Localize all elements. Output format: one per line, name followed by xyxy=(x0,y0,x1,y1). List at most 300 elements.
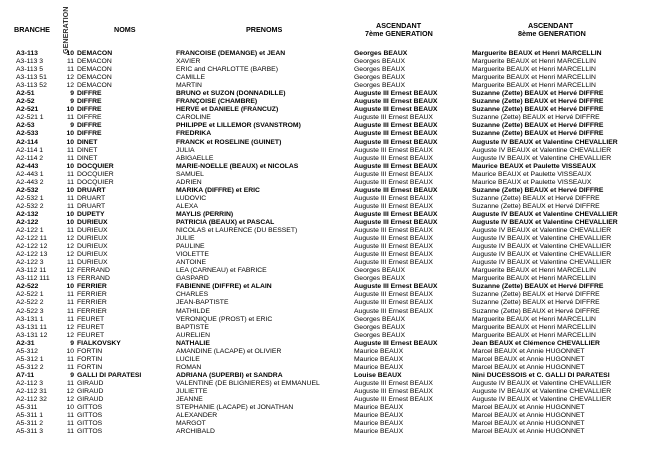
ascendant-7-cell: Auguste III Ernest BEAUX xyxy=(354,178,433,186)
table-row xyxy=(0,50,666,58)
nom-cell: FEURET xyxy=(77,315,105,323)
ascendant-8-cell: Marcel BEAUX et Annie HUGONNET xyxy=(472,428,585,436)
ascendant-7-cell: Auguste III Ernest BEAUX xyxy=(354,339,438,347)
branche-cell: A5-311 xyxy=(16,404,38,412)
table-row xyxy=(0,420,666,428)
prenom-cell: PHILIPPE et LILLEMOR (SVANSTROM) xyxy=(176,122,301,130)
ascendant-7-cell: Auguste III Ernest BEAUX xyxy=(354,162,438,170)
ascendant-7-cell: Auguste III Ernest BEAUX xyxy=(354,186,438,194)
nom-cell: FERRIER xyxy=(77,299,107,307)
ascendant-7-cell: Auguste III Ernest BEAUX xyxy=(354,170,433,178)
header-ascendant-7-line2: 7ème GENERATION xyxy=(365,29,433,38)
prenom-cell: ERIC and CHARLOTTE (BARBE) xyxy=(176,66,278,74)
ascendant-8-cell: Marguerite BEAUX et Henri MARCELLIN xyxy=(472,267,596,275)
ascendant-8-cell: Auguste IV BEAUX et Valentine CHEVALLIER xyxy=(472,259,612,267)
ascendant-7-cell: Auguste III Ernest BEAUX xyxy=(354,299,433,307)
table-row xyxy=(0,404,666,412)
nom-cell: GALLI DI PARATESI xyxy=(77,371,142,379)
branche-cell: A3-113 52 xyxy=(16,82,47,90)
table-row xyxy=(0,58,666,66)
table-row xyxy=(0,372,666,380)
nom-cell: FIALKOVSKY xyxy=(77,339,121,347)
generation-cell: 10 xyxy=(66,138,74,146)
branche-cell: A2-114 1 xyxy=(16,146,44,154)
nom-cell: DURIEUX xyxy=(77,251,108,259)
branche-cell: A2-522 3 xyxy=(16,307,44,315)
generation-cell: 9 xyxy=(70,371,74,379)
branche-cell: A3-113 51 xyxy=(16,74,47,82)
nom-cell: DEMACON xyxy=(77,58,112,66)
prenom-cell: STEPHANIE (LACAPE) et JONATHAN xyxy=(176,404,294,412)
prenom-cell: MARIE-NOELLE (BEAUX) et NICOLAS xyxy=(176,162,299,170)
prenom-cell: BAPTISTE xyxy=(176,323,209,331)
table-row xyxy=(0,283,666,291)
ascendant-8-cell: Maurice BEAUX et Paulette VISSEAUX xyxy=(472,162,596,170)
ascendant-7-cell: Auguste III Ernest BEAUX xyxy=(354,291,433,299)
generation-cell: 9 xyxy=(70,90,74,98)
branche-cell: A2-53 xyxy=(16,122,35,130)
branche-cell: A2-122 11 xyxy=(16,235,47,243)
generation-cell: 10 xyxy=(66,210,74,218)
ascendant-8-cell: Marguerite BEAUX et Henri MARCELLIN xyxy=(472,315,596,323)
table-row xyxy=(0,211,666,219)
nom-cell: DIFFRE xyxy=(77,90,102,98)
prenom-cell: PATRICIA (BEAUX) et PASCAL xyxy=(176,218,275,226)
table-row xyxy=(0,98,666,106)
ascendant-8-cell: Auguste IV BEAUX et Valentine CHEVALLIER xyxy=(472,227,612,235)
prenom-cell: AMANDINE (LACAPE) et OLIVIER xyxy=(176,347,282,355)
table-row xyxy=(0,412,666,420)
ascendant-8-cell: Auguste IV BEAUX et Valentine CHEVALLIER xyxy=(472,243,612,251)
table-row xyxy=(0,316,666,324)
table-row xyxy=(0,364,666,372)
ascendant-7-cell: Auguste III Ernest BEAUX xyxy=(354,154,433,162)
generation-cell: 10 xyxy=(66,130,74,138)
generation-cell: 12 xyxy=(66,323,74,331)
prenom-cell: FRANCK et ROSELINE (GUINET) xyxy=(176,138,282,146)
table-row xyxy=(0,74,666,82)
table-row xyxy=(0,291,666,299)
branche-cell: A2-532 1 xyxy=(16,194,44,202)
nom-cell: DIFFRE xyxy=(77,130,102,138)
generation-cell: 11 xyxy=(66,428,74,436)
table-row xyxy=(0,340,666,348)
ascendant-7-cell: Maurice BEAUX xyxy=(354,363,404,371)
ascendant-7-cell: Georges BEAUX xyxy=(354,50,408,57)
branche-cell: A2-522 2 xyxy=(16,299,44,307)
nom-cell: FEURET xyxy=(77,331,105,339)
branche-cell: A2-112 3 xyxy=(16,379,44,387)
header-ascendant-8-line1: ASCENDANT xyxy=(528,21,574,30)
prenom-cell: GASPARD xyxy=(176,275,209,283)
ascendant-7-cell: Maurice BEAUX xyxy=(354,420,404,428)
table-row xyxy=(0,179,666,187)
table-row xyxy=(0,106,666,114)
nom-cell: DURIEUX xyxy=(77,259,108,267)
ascendant-7-cell: Auguste III Ernest BEAUX xyxy=(354,130,438,138)
prenom-cell: CAMILLE xyxy=(176,74,206,82)
generation-cell: 12 xyxy=(66,251,74,259)
generation-cell: 11 xyxy=(66,307,74,315)
ascendant-7-cell: Louise BEAUX xyxy=(354,371,402,379)
branche-cell: A2-122 12 xyxy=(16,243,48,251)
nom-cell: DEMACON xyxy=(77,74,112,82)
ascendant-8-cell: Auguste IV BEAUX et Valentine CHEVALLIER xyxy=(472,379,612,387)
ascendant-8-cell: Suzanne (Zette) BEAUX et Hervé DIFFRE xyxy=(472,283,604,291)
ascendant-7-cell: Auguste III Ernest BEAUX xyxy=(354,114,433,122)
nom-cell: GITTOS xyxy=(77,412,103,420)
nom-cell: DOCQUIER xyxy=(77,162,114,170)
ascendant-8-cell: Auguste IV BEAUX et Valentine CHEVALLIER xyxy=(472,146,612,154)
ascendant-7-cell: Auguste III Ernest BEAUX xyxy=(354,106,438,114)
nom-cell: DIFFRE xyxy=(77,122,102,130)
branche-cell: A3-112 111 xyxy=(16,275,50,283)
ascendant-8-cell: Marcel BEAUX et Annie HUGONNET xyxy=(472,420,585,428)
nom-cell: GITTOS xyxy=(77,428,103,436)
ascendant-7-cell: Maurice BEAUX xyxy=(354,428,404,436)
table-row xyxy=(0,195,666,203)
branche-cell: A3-131 11 xyxy=(16,323,47,331)
header-generation: GENERATION xyxy=(61,6,70,54)
ascendant-7-cell: Auguste III Ernest BEAUX xyxy=(354,243,433,251)
prenom-cell: CHARLES xyxy=(176,291,209,299)
nom-cell: DEMACON xyxy=(77,50,113,57)
table-row xyxy=(0,308,666,316)
nom-cell: DIFFRE xyxy=(77,98,102,106)
table-row xyxy=(0,356,666,364)
table-row xyxy=(0,187,666,195)
ascendant-8-cell: Suzanne (Zette) BEAUX et Hervé DIFFRE xyxy=(472,194,600,202)
ascendant-8-cell: Auguste IV BEAUX et Valentine CHEVALLIER xyxy=(472,387,612,395)
prenom-cell: FABIENNE (DIFFRE) et ALAIN xyxy=(176,283,272,291)
ascendant-7-cell: Georges BEAUX xyxy=(354,323,405,331)
nom-cell: DRUART xyxy=(77,186,106,194)
generation-cell: 13 xyxy=(66,275,74,283)
prenom-cell: JULIE xyxy=(176,235,195,243)
ascendant-8-cell: Marguerite BEAUX et Henri MARCELLIN xyxy=(472,275,596,283)
nom-cell: DINET xyxy=(77,146,98,154)
generation-cell: 11 xyxy=(66,379,74,387)
generation-cell: 9 xyxy=(70,98,74,106)
nom-cell: GIRAUD xyxy=(77,396,104,404)
ascendant-7-cell: Auguste III Ernest BEAUX xyxy=(354,251,433,259)
ascendant-7-cell: Auguste III Ernest BEAUX xyxy=(354,283,438,291)
prenom-cell: ROMAN xyxy=(176,363,202,371)
table-row xyxy=(0,299,666,307)
ascendant-8-cell: Suzanne (Zette) BEAUX et Hervé DIFFRE xyxy=(472,186,604,194)
prenom-cell: CAROLINE xyxy=(176,114,211,122)
prenom-cell: NICOLAS et LAURENCE (DU BESSET) xyxy=(176,227,298,235)
prenom-cell: NATHALIE xyxy=(176,339,210,347)
ascendant-8-cell: Jean BEAUX et Clémence CHEVALLIER xyxy=(472,339,600,347)
table-row xyxy=(0,66,666,74)
prenom-cell: VERONIQUE (PROST) et ERIC xyxy=(176,315,273,323)
generation-cell: 10 xyxy=(66,283,74,291)
ascendant-7-cell: Auguste III Ernest BEAUX xyxy=(354,210,438,218)
ascendant-7-cell: Auguste III Ernest BEAUX xyxy=(354,379,433,387)
nom-cell: GIRAUD xyxy=(77,379,104,387)
table-row xyxy=(0,267,666,275)
generation-cell: 11 xyxy=(66,146,74,154)
generation-cell: 11 xyxy=(66,259,74,267)
branche-cell: A2-521 1 xyxy=(16,114,44,122)
ascendant-7-cell: Georges BEAUX xyxy=(354,58,405,66)
branche-cell: A2-443 xyxy=(16,162,39,170)
generation-cell: 12 xyxy=(66,82,74,90)
table-row xyxy=(0,219,666,227)
table-row xyxy=(0,147,666,155)
prenom-cell: MATHILDE xyxy=(176,307,210,315)
generation-cell: 11 xyxy=(66,363,74,371)
ascendant-8-cell: Marcel BEAUX et Annie HUGONNET xyxy=(472,363,585,371)
nom-cell: DURIEUX xyxy=(77,235,108,243)
ascendant-8-cell: Suzanne (Zette) BEAUX et Hervé DIFFRE xyxy=(472,202,600,210)
branche-cell: A2-532 2 xyxy=(16,202,44,210)
generation-cell: 10 xyxy=(66,186,74,194)
ascendant-8-cell: Marguerite BEAUX et Henri MARCELLIN xyxy=(472,66,596,74)
ascendant-8-cell: Nini DUCESSOIS et C. GALLI DI PARATESI xyxy=(472,371,610,379)
generation-cell: 11 xyxy=(66,154,74,162)
table-row xyxy=(0,155,666,163)
prenom-cell: MARIKA (DIFFRE) et ERIC xyxy=(176,186,260,194)
ascendant-8-cell: Marcel BEAUX et Annie HUGONNET xyxy=(472,412,585,420)
branche-cell: A2-52 xyxy=(16,98,35,106)
nom-cell: FERRAND xyxy=(77,275,110,283)
nom-cell: DRUART xyxy=(77,194,106,202)
branche-cell: A2-122 1 xyxy=(16,227,44,235)
branche-cell: A2-112 31 xyxy=(16,387,47,395)
ascendant-7-cell: Auguste III Ernest BEAUX xyxy=(354,396,433,404)
ascendant-8-cell: Marguerite BEAUX et Henri MARCELLIN xyxy=(472,50,602,57)
table-row xyxy=(0,163,666,171)
prenom-cell: JULIA xyxy=(176,146,195,154)
ascendant-8-cell: Marguerite BEAUX et Henri MARCELLIN xyxy=(472,323,596,331)
ascendant-8-cell: Marcel BEAUX et Annie HUGONNET xyxy=(472,404,585,412)
nom-cell: DOCQUIER xyxy=(77,178,114,186)
prenom-cell: AURELIEN xyxy=(176,331,210,339)
branche-cell: A5-311 3 xyxy=(16,428,44,436)
generation-cell: 12 xyxy=(66,396,74,404)
prenom-cell: ADRIANA (SUPERBI) et SANDRA xyxy=(176,371,283,379)
prenom-cell: FRANCOISE (DEMANGE) et JEAN xyxy=(176,50,286,57)
generation-cell: 12 xyxy=(66,243,74,251)
generation-cell: 10 xyxy=(66,162,74,170)
ascendant-7-cell: Maurice BEAUX xyxy=(354,404,404,412)
generation-cell: 12 xyxy=(66,74,74,82)
header-branche: BRANCHE xyxy=(14,25,50,34)
generation-cell: 12 xyxy=(66,387,74,395)
branche-cell: A2-132 xyxy=(16,210,39,218)
branche-cell: A3-112 11 xyxy=(16,267,47,275)
table-row xyxy=(0,114,666,122)
ascendant-7-cell: Georges BEAUX xyxy=(354,82,405,90)
ascendant-8-cell: Auguste IV BEAUX et Valentine CHEVALLIER xyxy=(472,235,612,243)
ascendant-7-cell: Maurice BEAUX xyxy=(354,412,404,420)
prenom-cell: XAVIER xyxy=(176,58,201,66)
table-row xyxy=(0,275,666,283)
prenom-cell: LEA (CARNEAU) et FABRICE xyxy=(176,267,267,275)
branche-cell: A5-312 xyxy=(16,347,38,355)
branche-cell: A2-112 32 xyxy=(16,396,47,404)
prenom-cell: MARGOT xyxy=(176,420,206,428)
generation-cell: 11 xyxy=(66,178,74,186)
branche-cell: A2-522 xyxy=(16,283,39,291)
ascendant-8-cell: Marcel BEAUX et Annie HUGONNET xyxy=(472,347,585,355)
branche-cell: A3-113 5 xyxy=(16,66,44,74)
table-row xyxy=(0,324,666,332)
branche-cell: A5-312 2 xyxy=(16,363,44,371)
nom-cell: DINET xyxy=(77,138,98,146)
table-row xyxy=(0,332,666,340)
ascendant-7-cell: Georges BEAUX xyxy=(354,66,405,74)
prenom-cell: SAMUEL xyxy=(176,170,204,178)
table-row xyxy=(0,171,666,179)
ascendant-7-cell: Auguste III Ernest BEAUX xyxy=(354,307,433,315)
branche-cell: A3-113 3 xyxy=(16,58,44,66)
ascendant-8-cell: Suzanne (Zette) BEAUX et Hervé DIFFRE xyxy=(472,98,604,106)
prenom-cell: ABIGAELLE xyxy=(176,154,214,162)
nom-cell: GITTOS xyxy=(77,420,103,428)
ascendant-7-cell: Georges BEAUX xyxy=(354,315,405,323)
nom-cell: DINET xyxy=(77,154,98,162)
table-row xyxy=(0,122,666,130)
ascendant-8-cell: Suzanne (Zette) BEAUX et Hervé DIFFRE xyxy=(472,114,600,122)
generation-cell: 10 xyxy=(66,347,74,355)
prenom-cell: VALENTINE (DE BLIGNIERES) et EMMANUEL xyxy=(176,379,320,387)
generation-cell: 11 xyxy=(66,420,74,428)
generation-cell: 10 xyxy=(66,106,74,114)
ascendant-8-cell: Suzanne (Zette) BEAUX et Hervé DIFFRE xyxy=(472,106,604,114)
table-row xyxy=(0,388,666,396)
nom-cell: DIFFRE xyxy=(77,106,102,114)
ascendant-8-cell: Suzanne (Zette) BEAUX et Hervé DIFFRE xyxy=(472,307,600,315)
branche-cell: A5-311 2 xyxy=(16,420,44,428)
generation-cell: 10 xyxy=(66,50,74,57)
ascendant-7-cell: Auguste III Ernest BEAUX xyxy=(354,138,438,146)
ascendant-8-cell: Auguste IV BEAUX et Valentine CHEVALLIER xyxy=(472,396,612,404)
generation-cell: 11 xyxy=(66,66,74,74)
ascendant-7-cell: Auguste III Ernest BEAUX xyxy=(354,259,433,267)
generation-cell: 12 xyxy=(66,267,74,275)
ascendant-7-cell: Georges BEAUX xyxy=(354,331,405,339)
nom-cell: FERRIER xyxy=(77,291,107,299)
branche-cell: A3-113 xyxy=(16,50,38,57)
prenom-cell: LUDOVIC xyxy=(176,194,207,202)
header-noms: NOMS xyxy=(114,25,136,34)
generation-cell: 11 xyxy=(66,291,74,299)
ascendant-8-cell: Suzanne (Zette) BEAUX et Hervé DIFFRE xyxy=(472,299,600,307)
nom-cell: GIRAUD xyxy=(77,387,104,395)
ascendant-7-cell: Auguste III Ernest BEAUX xyxy=(354,235,433,243)
ascendant-8-cell: Marguerite BEAUX et Henri MARCELLIN xyxy=(472,82,596,90)
ascendant-8-cell: Auguste IV BEAUX et Valentine CHEVALLIER xyxy=(472,138,618,146)
ascendant-8-cell: Maurice BEAUX et Paulette VISSEAUX xyxy=(472,178,592,186)
ascendant-7-cell: Maurice BEAUX xyxy=(354,347,404,355)
ascendant-8-cell: Suzanne (Zette) BEAUX et Hervé DIFFRE xyxy=(472,90,604,98)
nom-cell: DOCQUIER xyxy=(77,170,114,178)
branche-cell: A2-122 13 xyxy=(16,251,48,259)
branche-cell: A2-443 2 xyxy=(16,178,44,186)
ascendant-7-cell: Georges BEAUX xyxy=(354,267,405,275)
generation-cell: 12 xyxy=(66,331,74,339)
nom-cell: FERRIER xyxy=(77,283,107,291)
generation-cell: 11 xyxy=(66,299,74,307)
branche-cell: A2-114 2 xyxy=(16,154,44,162)
generation-cell: 11 xyxy=(66,315,74,323)
ascendant-8-cell: Marguerite BEAUX et Henri MARCELLIN xyxy=(472,331,596,339)
generation-cell: 12 xyxy=(66,235,74,243)
nom-cell: FEURET xyxy=(77,323,105,331)
table-row xyxy=(0,203,666,211)
table-row xyxy=(0,243,666,251)
prenom-cell: JEAN-BAPTISTE xyxy=(176,299,229,307)
nom-cell: DURIEUX xyxy=(77,243,108,251)
nom-cell: DIFFRE xyxy=(77,114,102,122)
generation-cell: 11 xyxy=(66,170,74,178)
branche-cell: A2-521 xyxy=(16,106,39,114)
prenom-cell: FRANÇOISE (CHAMBRE) xyxy=(176,98,258,106)
ascendant-7-cell: Auguste III Ernest BEAUX xyxy=(354,146,433,154)
branche-cell: A2-522 1 xyxy=(16,291,44,299)
prenom-cell: JEANNE xyxy=(176,396,203,404)
ascendant-7-cell: Georges BEAUX xyxy=(354,275,405,283)
ascendant-7-cell: Auguste III Ernest BEAUX xyxy=(354,227,433,235)
ascendant-8-cell: Suzanne (Zette) BEAUX et Hervé DIFFRE xyxy=(472,130,604,138)
generation-cell: 10 xyxy=(66,218,74,226)
genealogy-table-body xyxy=(0,50,666,436)
generation-cell: 9 xyxy=(70,339,74,347)
table-row xyxy=(0,348,666,356)
generation-cell: 11 xyxy=(66,202,74,210)
ascendant-8-cell: Marguerite BEAUX et Henri MARCELLIN xyxy=(472,58,596,66)
ascendant-7-cell: Maurice BEAUX xyxy=(354,355,404,363)
ascendant-8-cell: Suzanne (Zette) BEAUX et Hervé DIFFRE xyxy=(472,122,604,130)
branche-cell: A2-532 xyxy=(16,186,39,194)
ascendant-7-cell: Auguste III Ernest BEAUX xyxy=(354,194,433,202)
branche-cell: A2-31 xyxy=(16,339,35,347)
generation-cell: 9 xyxy=(70,122,74,130)
branche-cell: A7-11 xyxy=(16,371,35,379)
ascendant-7-cell: Auguste III Ernest BEAUX xyxy=(354,98,438,106)
table-row xyxy=(0,82,666,90)
generation-cell: 11 xyxy=(66,227,74,235)
prenom-cell: ANTOINE xyxy=(176,259,207,267)
branche-cell: A2-443 1 xyxy=(16,170,44,178)
nom-cell: FORTIN xyxy=(77,363,103,371)
generation-cell: 11 xyxy=(66,194,74,202)
prenom-cell: MAYLIS (PERRIN) xyxy=(176,210,234,218)
table-row xyxy=(0,251,666,259)
prenom-cell: MARTIN xyxy=(176,82,202,90)
ascendant-8-cell: Auguste IV BEAUX et Valentine CHEVALLIER xyxy=(472,218,618,226)
ascendant-8-cell: Marguerite BEAUX et Henri MARCELLIN xyxy=(472,74,596,82)
table-row xyxy=(0,428,666,436)
generation-cell: 11 xyxy=(66,58,74,66)
generation-cell: 11 xyxy=(66,114,74,122)
branche-cell: A5-311 1 xyxy=(16,412,44,420)
nom-cell: FERRIER xyxy=(77,307,107,315)
prenom-cell: ALEXA xyxy=(176,202,198,210)
ascendant-8-cell: Auguste IV BEAUX et Valentine CHEVALLIER xyxy=(472,210,618,218)
nom-cell: DRUART xyxy=(77,202,106,210)
nom-cell: FORTIN xyxy=(77,347,103,355)
branche-cell: A5-312 1 xyxy=(16,355,44,363)
prenom-cell: BRUNO et SUZON (DONNADILLE) xyxy=(176,90,286,98)
table-row xyxy=(0,227,666,235)
ascendant-8-cell: Maurice BEAUX et Paulette VISSEAUX xyxy=(472,170,592,178)
table-row xyxy=(0,130,666,138)
table-row xyxy=(0,380,666,388)
